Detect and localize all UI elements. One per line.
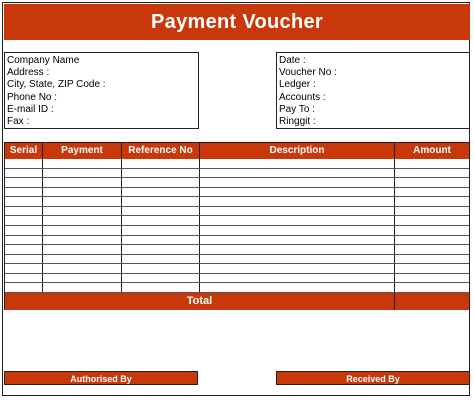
table-row — [5, 178, 469, 188]
date-label: Date : — [279, 55, 306, 66]
accounts-label: Accounts : — [279, 91, 326, 103]
header-amount: Amount — [413, 145, 451, 156]
pay-to-label: Pay To : — [279, 103, 315, 115]
address-label: Address : — [7, 67, 50, 79]
voucher-no-label: Voucher No : — [279, 67, 337, 79]
table-header — [5, 143, 469, 172]
voucher-info-box — [276, 52, 470, 129]
table-row — [5, 245, 469, 255]
fax-label: Fax : — [7, 115, 30, 127]
payment-table — [4, 142, 470, 310]
table-row — [5, 274, 469, 284]
table-row — [5, 283, 469, 293]
table-row — [5, 169, 469, 179]
header-reference-no: Reference No — [122, 143, 200, 159]
company-name-label: Company Name — [7, 55, 80, 66]
header-payment-method: Payment Method — [43, 143, 122, 159]
ledger-label: Ledger : — [279, 79, 316, 91]
company-info-box — [4, 52, 199, 129]
table-row — [5, 216, 469, 226]
table-row — [5, 264, 469, 274]
city-state-zip-label: City, State, ZIP Code : — [7, 79, 106, 91]
ringgit-label: Ringgit : — [279, 115, 316, 127]
header-description: Description — [200, 143, 395, 159]
header-serial-no: Serial No — [5, 143, 43, 159]
table-row — [5, 207, 469, 217]
authorised-by-box: Authorised By — [4, 371, 198, 385]
phone-label: Phone No : — [7, 91, 58, 103]
total-label: Total — [5, 293, 395, 310]
table-row — [5, 255, 469, 265]
table-row — [5, 226, 469, 236]
table-row — [5, 236, 469, 246]
email-label: E-mail ID : — [7, 103, 54, 115]
table-row — [5, 159, 469, 169]
table-row — [5, 197, 469, 207]
table-body — [5, 159, 469, 293]
total-row — [5, 293, 469, 310]
received-by-box: Received By — [276, 371, 470, 385]
page-title: Payment Voucher — [4, 4, 470, 40]
table-row — [5, 188, 469, 198]
